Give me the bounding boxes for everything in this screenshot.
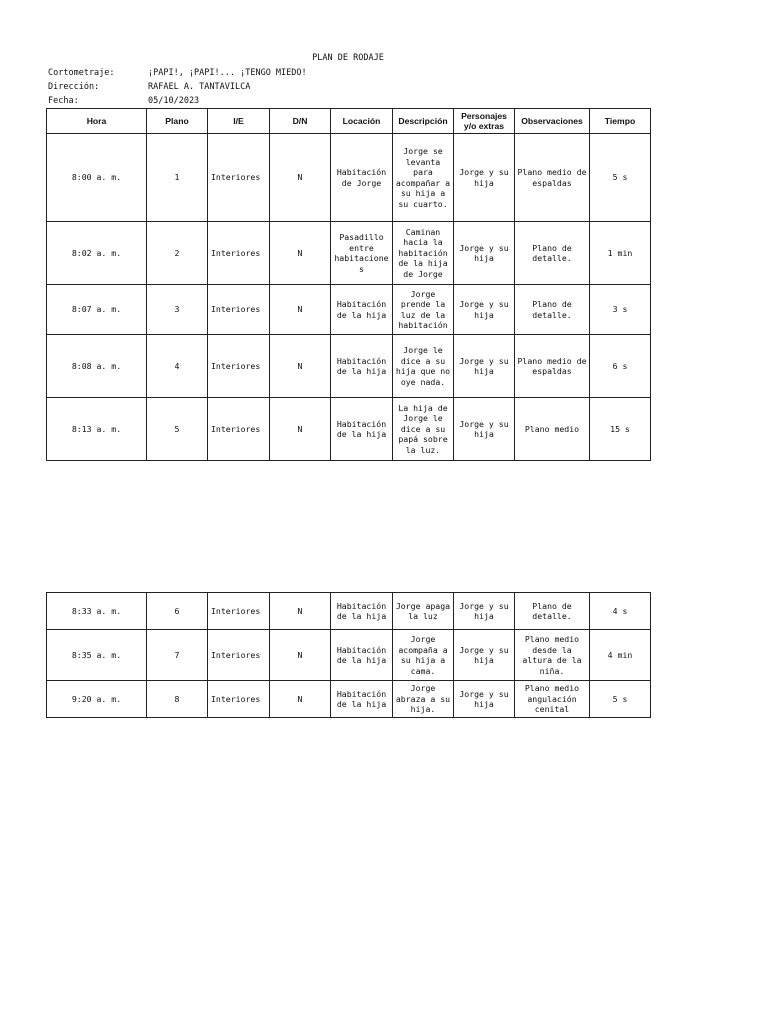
cell-dn: N bbox=[270, 222, 331, 285]
cell-descripcion: La hija de Jorge le dice a su papá sobre la luz. bbox=[393, 398, 454, 461]
cell-personajes: Jorge y su hija bbox=[454, 593, 515, 630]
cell-hora: 8:00 a. m. bbox=[47, 134, 147, 222]
cell-descripcion: Jorge se levanta para acompañar a su hija a su cuarto. bbox=[393, 134, 454, 222]
table-row bbox=[47, 593, 651, 630]
cell-locacion: Pasadillo entre habitaciones bbox=[331, 222, 393, 285]
meta-value-date: 05/10/2023 bbox=[148, 96, 200, 106]
cell-plano: 3 bbox=[147, 285, 208, 335]
cell-dn: N bbox=[270, 398, 331, 461]
cell-observaciones: Plano medio angulación cenital bbox=[515, 681, 590, 718]
cell-observaciones: Plano medio desde la altura de la niña. bbox=[515, 630, 590, 681]
cell-ie: Interiores bbox=[208, 222, 270, 285]
cell-hora: 8:33 a. m. bbox=[47, 593, 147, 630]
table-row bbox=[47, 398, 651, 461]
cell-observaciones: Plano de detalle. bbox=[515, 285, 590, 335]
cell-descripcion: Jorge acompaña a su hija a cama. bbox=[393, 630, 454, 681]
table-header-row bbox=[47, 109, 651, 134]
header-descripcion: Descripción bbox=[393, 109, 454, 134]
header-dn: D/N bbox=[270, 109, 331, 134]
header-locacion: Locación bbox=[331, 109, 393, 134]
header-personajes: Personajes y/o extras bbox=[454, 109, 515, 134]
cell-dn: N bbox=[270, 335, 331, 398]
cell-hora: 8:35 a. m. bbox=[47, 630, 147, 681]
cell-personajes: Jorge y su hija bbox=[454, 630, 515, 681]
cell-locacion: Habitación de la hija bbox=[331, 681, 393, 718]
cell-descripcion: Jorge apaga la luz bbox=[393, 593, 454, 630]
cell-tiempo: 6 s bbox=[590, 335, 651, 398]
cell-plano: 7 bbox=[147, 630, 208, 681]
cell-tiempo: 1 min bbox=[590, 222, 651, 285]
cell-ie: Interiores bbox=[208, 285, 270, 335]
cell-personajes: Jorge y su hija bbox=[454, 398, 515, 461]
cell-dn: N bbox=[270, 593, 331, 630]
cell-plano: 6 bbox=[147, 593, 208, 630]
cell-locacion: Habitación de la hija bbox=[331, 593, 393, 630]
table-row bbox=[47, 335, 651, 398]
cell-tiempo: 4 min bbox=[590, 630, 651, 681]
cell-descripcion: Jorge prende la luz de la habitación bbox=[393, 285, 454, 335]
header-ie: I/E bbox=[208, 109, 270, 134]
cell-dn: N bbox=[270, 681, 331, 718]
cell-locacion: Habitación de la hija bbox=[331, 630, 393, 681]
cell-ie: Interiores bbox=[208, 593, 270, 630]
cell-observaciones: Plano medio bbox=[515, 398, 590, 461]
cell-ie: Interiores bbox=[208, 630, 270, 681]
cell-descripcion: Caminan hacia la habitación de la hija de Jorge bbox=[393, 222, 454, 285]
cell-hora: 8:02 a. m. bbox=[47, 222, 147, 285]
cell-observaciones: Plano de detalle. bbox=[515, 222, 590, 285]
meta-label-director: Dirección: bbox=[48, 82, 100, 92]
table-row bbox=[47, 222, 651, 285]
cell-personajes: Jorge y su hija bbox=[454, 222, 515, 285]
cell-plano: 5 bbox=[147, 398, 208, 461]
header-tiempo: Tiempo bbox=[590, 109, 651, 134]
schedule-table-page-1 bbox=[46, 108, 651, 461]
cell-ie: Interiores bbox=[208, 681, 270, 718]
cell-tiempo: 5 s bbox=[590, 681, 651, 718]
cell-ie: Interiores bbox=[208, 134, 270, 222]
cell-dn: N bbox=[270, 285, 331, 335]
table-row bbox=[47, 681, 651, 718]
cell-observaciones: Plano medio de espaldas bbox=[515, 335, 590, 398]
meta-label-short-film: Cortometraje: bbox=[48, 68, 115, 78]
cell-locacion: Habitación de la hija bbox=[331, 335, 393, 398]
cell-hora: 8:13 a. m. bbox=[47, 398, 147, 461]
meta-label-date: Fecha: bbox=[48, 96, 79, 106]
cell-hora: 8:07 a. m. bbox=[47, 285, 147, 335]
cell-personajes: Jorge y su hija bbox=[454, 335, 515, 398]
cell-ie: Interiores bbox=[208, 398, 270, 461]
cell-personajes: Jorge y su hija bbox=[454, 681, 515, 718]
cell-plano: 2 bbox=[147, 222, 208, 285]
cell-ie: Interiores bbox=[208, 335, 270, 398]
document-title: PLAN DE RODAJE bbox=[312, 53, 384, 63]
table-row bbox=[47, 630, 651, 681]
cell-personajes: Jorge y su hija bbox=[454, 285, 515, 335]
cell-plano: 8 bbox=[147, 681, 208, 718]
cell-observaciones: Plano de detalle. bbox=[515, 593, 590, 630]
cell-plano: 1 bbox=[147, 134, 208, 222]
header-observaciones: Observaciones bbox=[515, 109, 590, 134]
meta-value-director: RAFAEL A. TANTAVILCA bbox=[148, 82, 251, 92]
cell-tiempo: 15 s bbox=[590, 398, 651, 461]
header-hora: Hora bbox=[47, 109, 147, 134]
cell-dn: N bbox=[270, 630, 331, 681]
cell-locacion: Habitación de Jorge bbox=[331, 134, 393, 222]
table-row bbox=[47, 285, 651, 335]
cell-personajes: Jorge y su hija bbox=[454, 134, 515, 222]
cell-tiempo: 3 s bbox=[590, 285, 651, 335]
header-plano: Plano bbox=[147, 109, 208, 134]
cell-dn: N bbox=[270, 134, 331, 222]
cell-tiempo: 5 s bbox=[590, 134, 651, 222]
cell-observaciones: Plano medio de espaldas bbox=[515, 134, 590, 222]
cell-hora: 9:20 a. m. bbox=[47, 681, 147, 718]
schedule-table-page-2 bbox=[46, 592, 651, 718]
cell-plano: 4 bbox=[147, 335, 208, 398]
cell-locacion: Habitación de la hija bbox=[331, 398, 393, 461]
cell-descripcion: Jorge le dice a su hija que no oye nada. bbox=[393, 335, 454, 398]
cell-tiempo: 4 s bbox=[590, 593, 651, 630]
cell-descripcion: Jorge abraza a su hija. bbox=[393, 681, 454, 718]
table-row bbox=[47, 134, 651, 222]
meta-value-short-film: ¡PAPI!, ¡PAPI!... ¡TENGO MIEDO! bbox=[148, 68, 307, 78]
cell-locacion: Habitación de la hija bbox=[331, 285, 393, 335]
cell-hora: 8:08 a. m. bbox=[47, 335, 147, 398]
